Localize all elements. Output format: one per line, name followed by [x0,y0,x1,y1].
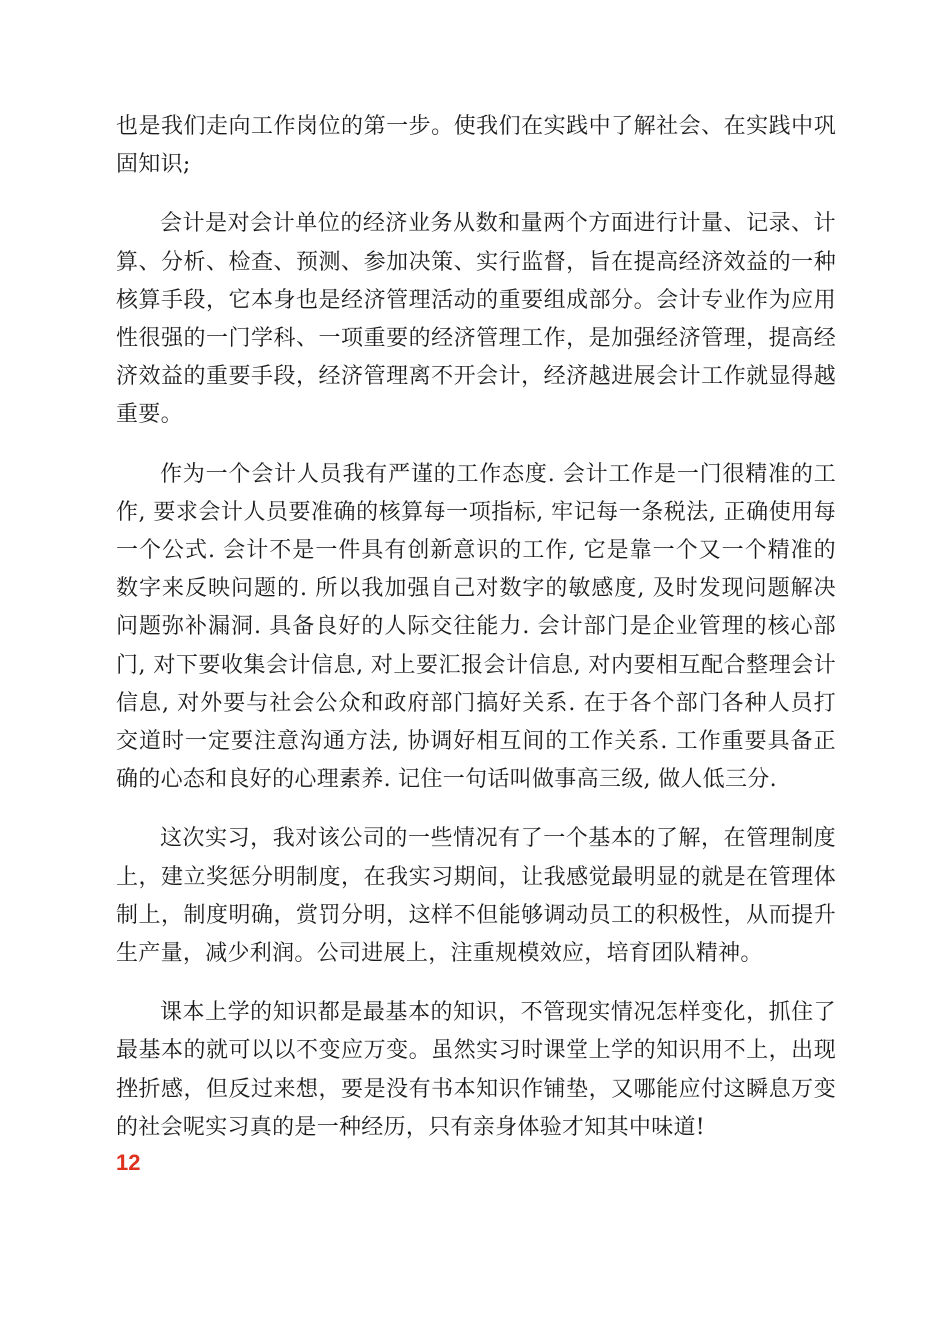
paragraph-5: 课本上学的知识都是最基本的知识，不管现实情况怎样变化，抓住了最基本的就可以以不变应万变。虽然实习时课堂上学的知识用不上，出现挫折感，但反过来想，要是没有书本知识作铺垫，又哪能应付这瞬息万变的社会呢实习真的是一种经历，只有亲身体验才知其中味道! [116,1000,836,1140]
paragraph-3: 作为一个会计人员我有严谨的工作态度. 会计工作是一门很精准的工作, 要求会计人员要准确的核算每一项指标, 牢记每一条税法, 正确使用每一个公式. 会计不是一件具有创新意识的工作, 它是靠一个又一个精准的数字来反映问题的. 所以我加强自己对数字的敏感度, 及时发现问题解决问题弥补漏洞. 具备良好的人际交往能力. 会计部门是企业管理的核心部门, 对下要收集会计信息, 对上要汇报会计信息, 对内要相互配合整理会计信息, 对外要与社会公众和政府部门搞好关系. 在于各个部门各种人员打交道时一定要注意沟通方法, 协调好相互间的工作关系. 工作重要具备正确的心态和良好的心理素养. 记住一句话叫做事高三级, 做人低三分. [116,461,836,793]
paragraph-2: 会计是对会计单位的经济业务从数和量两个方面进行计量、记录、计算、分析、检查、预测、参加决策、实行监督，旨在提高经济效益的一种核算手段，它本身也是经济管理活动的重要组成部分。会计专业作为应用性很强的一门学科、一项重要的经济管理工作，是加强经济管理，提高经济效益的重要手段，经济管理离不开会计，经济越进展会计工作就显得越重要。 [116,211,836,428]
page-number: 12 [116,1150,141,1175]
paragraph-4: 这次实习，我对该公司的一些情况有了一个基本的了解，在管理制度上，建立奖惩分明制度，在我实习期间，让我感觉最明显的就是在管理体制上，制度明确，赏罚分明，这样不但能够调动员工的积极性，从而提升生产量，减少利润。公司进展上，注重规模效应，培育团队精神。 [116,826,836,967]
document-body [116,108,836,1168]
paragraph-1: 也是我们走向工作岗位的第一步。使我们在实践中了解社会、在实践中巩固知识; [116,114,836,178]
